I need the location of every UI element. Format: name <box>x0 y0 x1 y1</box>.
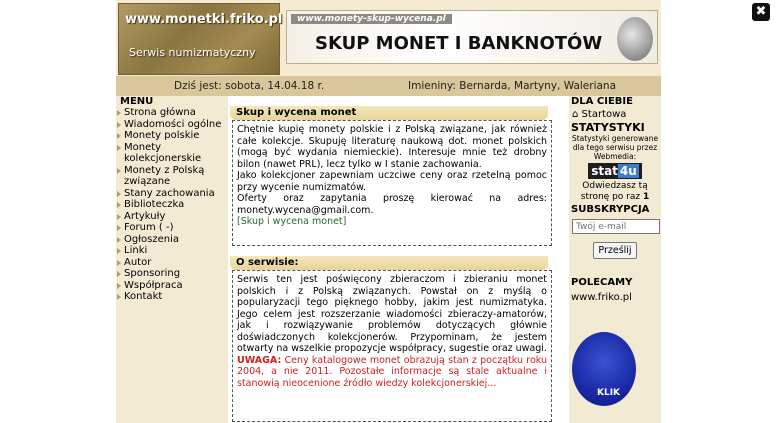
menu-item-label: Artykuły <box>124 210 166 222</box>
menu-item[interactable] <box>116 257 228 269</box>
box-title-about: O serwisie: <box>230 256 548 270</box>
menu-item[interactable] <box>116 280 228 292</box>
logo-subtitle: Serwis numizmatyczny <box>129 46 256 59</box>
startowa-label: Startowa <box>581 109 627 120</box>
warning-text: Ceny katalogowe monet obrazują stan z początku roku 2004, a nie 2011. Pozostałe informacje są stale aktualne i stanowią nieocenione źródło wiedzy kolekcjonerskiej... <box>237 354 547 389</box>
menu-item-label: Strona główna <box>124 107 196 118</box>
stats-text: Statystyki generowane dla tego serwisu przez Webmedia: <box>571 134 659 161</box>
menu-item-label: Monety kolekcjonerskie <box>124 141 202 164</box>
menu-title: MENU <box>120 96 154 107</box>
menu-item-label: Monety z Polską związane <box>124 164 205 187</box>
box-text: Jako kolekcjoner zapewniam uczciwe ceny oraz rzetelną pomoc przy wycenie numizmatów. <box>237 170 547 193</box>
stats-heading: STATYSTYKI <box>571 121 645 134</box>
menu-item-label: Sponsoring <box>124 268 181 279</box>
email-field[interactable] <box>572 219 660 234</box>
box-text: Chętnie kupię monety polskie i z Polską związane, jak również całe kolekcje. Skupuję literaturę naukową dot. monet polskich (mogą być wydania niemieckie). Interesuje mnie też drobny bilon (nawet PRL), lecz tylko w I stanie zachowania. <box>237 124 547 170</box>
home-icon: ⌂ <box>572 109 579 120</box>
header-banner <box>116 0 661 76</box>
arrow-icon <box>117 237 121 243</box>
ad-banner[interactable] <box>286 10 658 64</box>
arrow-icon <box>117 145 121 151</box>
arrow-icon <box>117 271 121 277</box>
send-button[interactable]: Prześlij <box>593 242 636 259</box>
menu-item-label: Autor <box>124 256 152 268</box>
menu-item-label: Kontakt <box>124 291 163 302</box>
skup-link[interactable]: [Skup i wycena monet] <box>237 216 347 227</box>
menu-item[interactable] <box>116 291 228 303</box>
coin-icon <box>617 17 653 61</box>
date-bar <box>116 76 661 96</box>
stat4u-b: 4u <box>619 164 637 178</box>
current-date: Dziś jest: sobota, 14.04.18 r. <box>174 80 325 92</box>
menu-item[interactable] <box>116 107 228 119</box>
box-text: Serwis ten jest poświęcony zbieraczom i zbieraniu monet polskich i z Polską związanych. Powstał on z myślą o popularyzacji tego pięknego hobby, jakim jest numizmatyka. Jego celem jest rozszerzanie wiadomości zbieraczy-amatorów, jak i rozwiązywanie problemów dotyczących głównie doświadczonych kolekcjonerów. Przypominam, że jestem otwarty na wszelkie propozycje współpracy, sugestie oraz uwagi. <box>237 274 547 354</box>
arrow-icon <box>117 202 121 208</box>
page-container <box>116 0 661 423</box>
menu-item-label: Biblioteczka <box>124 199 185 210</box>
menu-item-label: Ogłoszenia <box>124 233 180 245</box>
menu-item[interactable] <box>116 234 228 246</box>
ad-title: SKUP MONET I BANKNOTÓW <box>315 33 603 54</box>
arrow-icon <box>117 248 121 254</box>
visits-count: 1 <box>642 192 650 202</box>
arrow-icon <box>117 133 121 139</box>
stat4u-badge[interactable] <box>569 163 661 179</box>
name-days: Imieniny: Bernarda, Martyny, Waleriana <box>408 80 617 92</box>
arrow-icon <box>117 191 121 197</box>
logo-url: www.monetki.friko.pl <box>125 12 283 27</box>
stat4u-a: stat <box>591 164 618 178</box>
klik-label: KLIK <box>597 388 621 398</box>
menu-item[interactable] <box>116 222 228 234</box>
menu-item[interactable] <box>116 119 228 131</box>
arrow-icon <box>117 283 121 289</box>
arrow-icon <box>117 110 121 116</box>
menu-item-label: Współpraca <box>124 279 183 291</box>
menu-item-label: Monety polskie <box>124 130 200 141</box>
close-button[interactable]: ✖ <box>752 3 770 21</box>
arrow-icon <box>117 168 121 174</box>
arrow-icon <box>117 260 121 266</box>
visits-text: Odwiedzasz tą stronę po raz <box>580 181 648 202</box>
menu-item[interactable] <box>116 142 228 165</box>
ad-url: www.monety-skup-wycena.pl <box>291 14 452 24</box>
menu-item[interactable] <box>116 130 228 142</box>
arrow-icon <box>117 225 121 231</box>
recommended-heading: POLECAMY <box>571 277 633 288</box>
menu-item[interactable] <box>116 188 228 200</box>
warning-label: UWAGA: <box>237 354 282 366</box>
menu-item[interactable] <box>116 211 228 223</box>
arrow-icon <box>117 214 121 220</box>
left-menu <box>116 96 228 423</box>
content-box-skup <box>232 120 552 246</box>
box-text: Oferty oraz zapytania proszę kierować na adres: monety.wycena@gmail.com. <box>237 193 547 216</box>
menu-item[interactable] <box>116 245 228 257</box>
menu-item-label: Stany zachowania <box>124 187 215 199</box>
startowa-link[interactable] <box>569 108 661 122</box>
menu-item[interactable] <box>116 199 228 211</box>
content-box-about <box>232 270 552 422</box>
for-you-heading: DLA CIEBIE <box>571 96 633 107</box>
menu-item-label: Forum ( -) <box>124 222 174 233</box>
friko-link[interactable]: www.friko.pl <box>571 292 632 303</box>
arrow-icon <box>117 294 121 300</box>
klik-badge[interactable] <box>572 332 636 406</box>
menu-item-label: Wiadomości ogólne <box>124 118 222 130</box>
menu-item[interactable] <box>116 268 228 280</box>
arrow-icon <box>117 122 121 128</box>
menu-item-label: Linki <box>124 245 148 256</box>
box-title-skup: Skup i wycena monet <box>230 106 548 120</box>
menu-item[interactable] <box>116 165 228 188</box>
subscription-heading: SUBSKRYPCJA <box>571 204 650 215</box>
site-logo[interactable] <box>118 3 283 75</box>
